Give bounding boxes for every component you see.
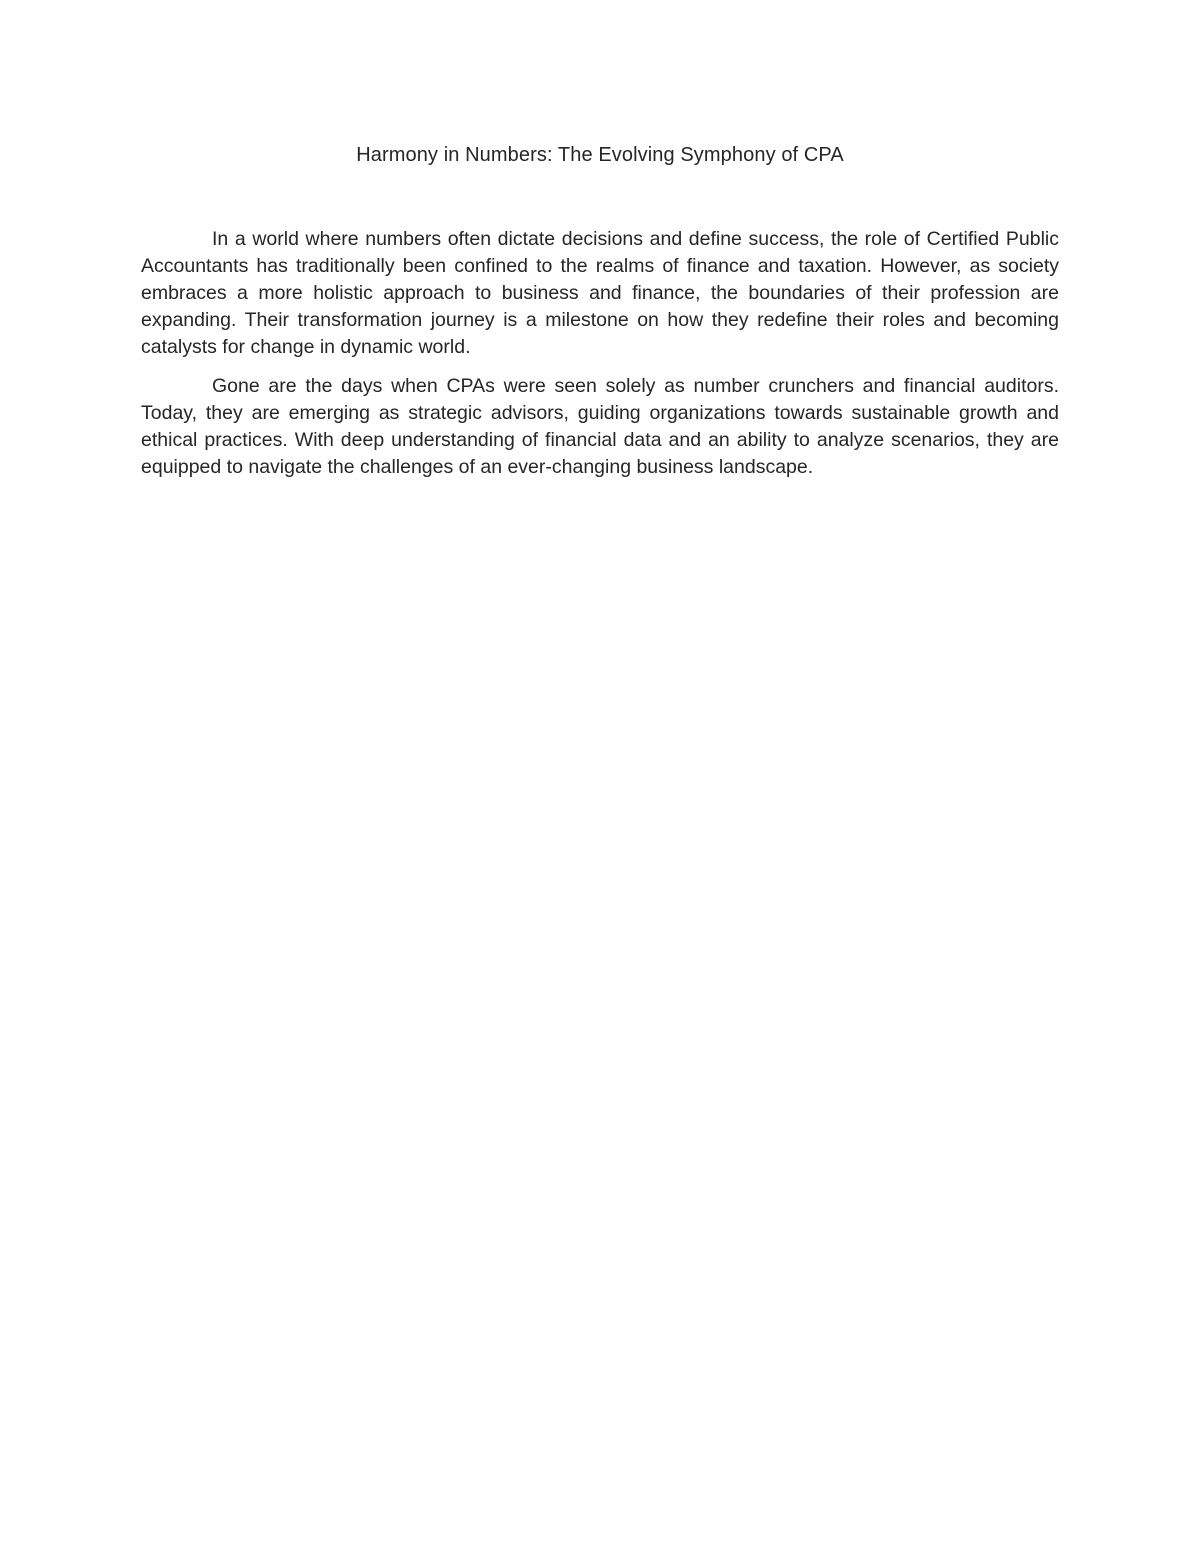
paragraph-2: Gone are the days when CPAs were seen solely as number crunchers and financial auditors. Today, they are emerging as strategic advisors, guiding organizations towards sustainable growth and ethical practices. With deep understanding of financial data and an ability to analyze scenarios, they are equipped to navigate the challenges of an ever-changing business landscape. <box>141 375 1059 478</box>
document-body <box>141 226 1059 493</box>
paragraph-1: In a world where numbers often dictate decisions and define success, the role of Certified Public Accountants has traditionally been confined to the realms of finance and taxation. However, as society embraces a more holistic approach to business and finance, the boundaries of their profession are expanding. Their transformation journey is a milestone on how they redefine their roles and becoming catalysts for change in dynamic world. <box>141 228 1059 358</box>
document-title: Harmony in Numbers: The Evolving Symphony of CPA <box>356 144 844 166</box>
